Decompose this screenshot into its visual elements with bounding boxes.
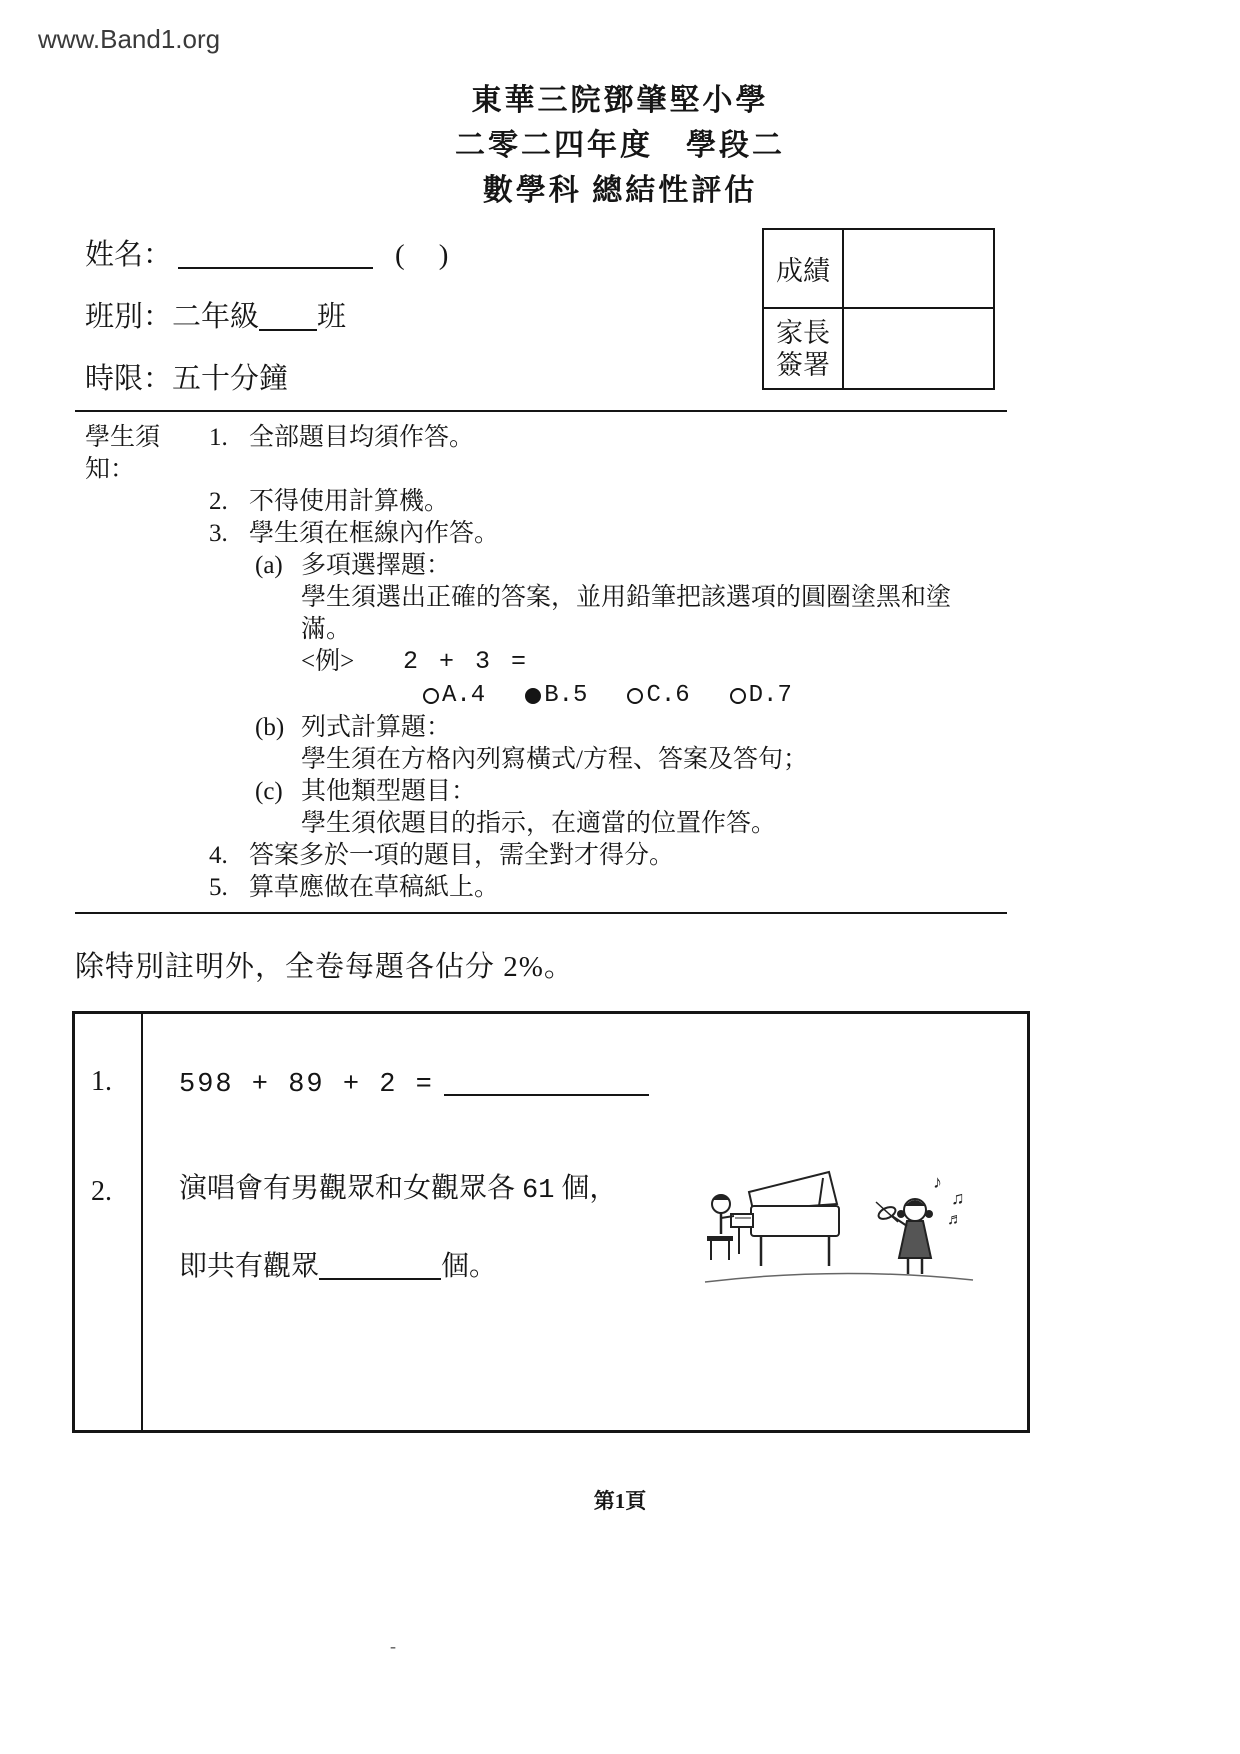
sub-item-detail: 學生須依題目的指示，在適當的位置作答。 — [301, 810, 777, 837]
instruction-text: 答案多於一項的題目，需全對才得分。 — [249, 842, 675, 869]
instructions-heading: 學生須知： — [85, 424, 161, 483]
question-2-line2 — [179, 1244, 739, 1284]
question-box — [72, 1011, 1030, 1433]
class-suffix: 班 — [317, 301, 347, 333]
question-2 — [179, 1166, 739, 1284]
mc-option-label: C.6 — [646, 682, 690, 709]
example-label: <例> — [301, 648, 355, 675]
year-term: 二零二四年度 學段二 — [455, 129, 785, 162]
instruction-row-4 — [85, 840, 1010, 872]
name-row — [85, 232, 448, 273]
subject-title: 數學科 總結性評估 — [482, 174, 758, 207]
parent-signature-cell — [844, 309, 993, 388]
sub-item-title: 列式計算題： — [301, 714, 452, 741]
instruction-row-3 — [85, 518, 1010, 550]
time-row — [85, 356, 448, 397]
mc-option-b — [525, 680, 587, 712]
time-label: 時限： — [85, 363, 173, 395]
sub-item-label: (c) — [255, 778, 283, 805]
instruction-sub-b — [85, 712, 1010, 744]
question-2-text: 個。 — [441, 1251, 498, 1282]
score-box — [762, 228, 995, 390]
instruction-row-1 — [85, 422, 1010, 486]
sub-item-label: (a) — [255, 552, 283, 579]
question-2-text: 即共有觀眾 — [179, 1251, 320, 1282]
mc-option-circle — [423, 688, 439, 704]
question-2-text: 個， — [554, 1173, 618, 1204]
instruction-text: 不得使用計算機。 — [249, 488, 450, 515]
question-2-line1 — [179, 1166, 739, 1206]
main-content — [0, 410, 1240, 1515]
instruction-number: 4. — [209, 842, 228, 869]
parent-label-line1: 家長 — [776, 317, 830, 348]
music-note-icon: ♬ — [947, 1211, 963, 1228]
question-2-text: 演唱會有男觀眾和女觀眾各 — [179, 1173, 523, 1204]
score-value-cell — [844, 230, 993, 309]
time-value: 五十分鐘 — [172, 363, 289, 395]
question-1-answer-blank — [444, 1066, 649, 1096]
mc-option-circle-filled — [525, 688, 541, 704]
instruction-sub-a-detail — [85, 582, 1010, 646]
mc-option-c — [627, 680, 689, 712]
question-number-column — [75, 1014, 143, 1430]
music-note-icon: ♪ — [933, 1172, 942, 1192]
parent-signature-label — [764, 309, 844, 388]
question-1-number: 1. — [91, 1066, 112, 1097]
student-instructions — [85, 422, 1010, 904]
question-2-answer-blank — [319, 1250, 441, 1280]
school-name: 東華三院鄧肇堅小學 — [471, 84, 769, 117]
name-label: 姓名： — [85, 239, 173, 271]
mc-option-circle — [627, 688, 643, 704]
class-blank — [259, 301, 317, 331]
instruction-sub-a — [85, 550, 1010, 582]
instruction-sub-c — [85, 776, 1010, 808]
class-label: 班別： — [85, 301, 173, 333]
instruction-number: 5. — [209, 874, 228, 901]
sub-item-detail: 學生須在方格內列寫橫式/方程、答案及答句； — [301, 746, 808, 773]
children-music-illustration — [701, 1162, 977, 1302]
class-grade: 二年級 — [172, 301, 260, 333]
score-label: 成績 — [764, 230, 844, 309]
instruction-sub-b-detail — [85, 744, 1010, 776]
instruction-text: 算草應做在草稿紙上。 — [249, 874, 500, 901]
divider-top — [75, 410, 1007, 412]
mc-option-circle — [730, 688, 746, 704]
example-expression: 2 + 3 = — [403, 647, 530, 676]
instruction-number: 3. — [209, 520, 228, 547]
scan-artifact: - — [390, 1636, 396, 1656]
music-note-icon: ♫ — [951, 1188, 965, 1208]
question-1 — [179, 1066, 997, 1100]
instruction-number: 2. — [209, 488, 228, 515]
question-2-number-value: 61 — [522, 1176, 555, 1206]
question-content-column — [143, 1014, 1027, 1430]
instruction-text: 學生須在框線內作答。 — [249, 520, 500, 547]
student-info-block — [85, 232, 448, 418]
name-blank — [178, 239, 373, 269]
mc-option-label: B.5 — [544, 682, 588, 709]
instruction-sub-c-detail — [85, 808, 1010, 840]
sub-item-label: (b) — [255, 714, 285, 741]
instruction-text: 全部題目均須作答。 — [249, 424, 475, 451]
parent-label-line2: 簽署 — [776, 349, 830, 380]
instruction-row-2 — [85, 486, 1010, 518]
sub-item-detail: 學生須選出正確的答案，並用鉛筆把該選項的圓圈塗黑和塗滿。 — [301, 584, 952, 643]
sub-item-title: 其他類型題目： — [301, 778, 477, 805]
mc-example-options — [85, 680, 1010, 712]
page-number: 第1頁 — [593, 1489, 647, 1513]
divider-bottom — [75, 912, 1007, 914]
mc-example-row — [85, 646, 1010, 678]
sub-item-title: 多項選擇題： — [301, 552, 452, 579]
class-row — [85, 294, 448, 335]
watermark-url: www.Band1.org — [38, 24, 221, 54]
instruction-number: 1. — [209, 424, 228, 451]
question-1-expression: 598 + 89 + 2 = — [179, 1070, 434, 1100]
class-number-paren-open: ( — [395, 239, 405, 271]
mc-option-a — [423, 680, 485, 712]
mc-option-label: D.7 — [748, 682, 792, 709]
question-2-number: 2. — [91, 1176, 112, 1207]
mc-option-d — [730, 680, 792, 712]
marks-note: 除特別註明外，全卷每題各佔分 2%。 — [75, 951, 574, 983]
class-number-paren-close: ) — [438, 239, 449, 271]
mc-option-label: A.4 — [442, 682, 486, 709]
paper-title-block — [0, 78, 1240, 213]
instruction-row-5 — [85, 872, 1010, 904]
